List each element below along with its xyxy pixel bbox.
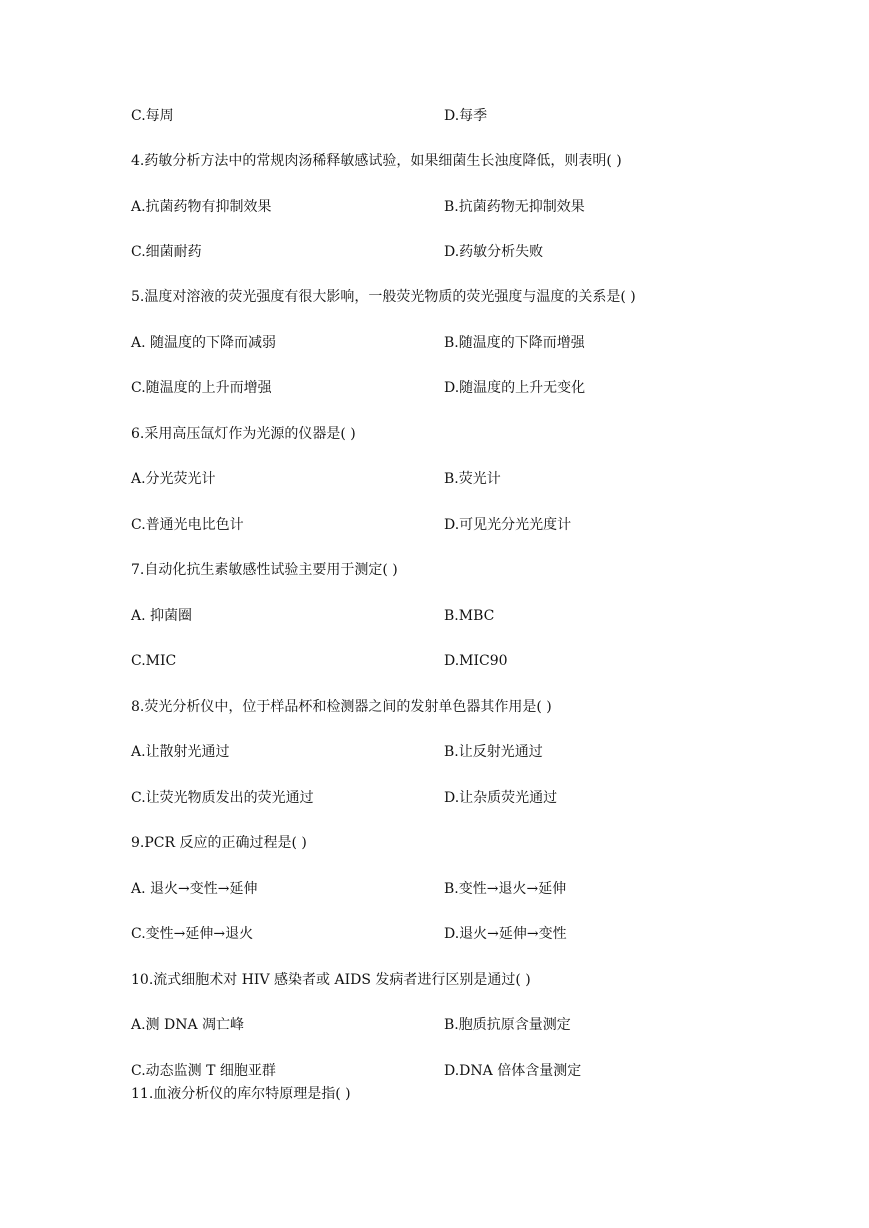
option-d[interactable]: D.MIC90 [444, 653, 508, 669]
option-b[interactable]: B.MBC [444, 608, 495, 624]
option-row [0, 607, 869, 625]
question-5-stem: 5.温度对溶液的荧光强度有很大影响，一般荧光物质的荧光强度与温度的关系是( ) [131, 289, 636, 305]
option-d[interactable]: D.退火→延伸→变性 [444, 926, 567, 942]
option-b[interactable]: B.变性→退火→延伸 [444, 881, 567, 897]
option-row [0, 198, 869, 216]
option-row [0, 243, 869, 261]
option-row [0, 880, 869, 898]
option-a[interactable]: A. 随温度的下降而减弱 [131, 335, 277, 351]
option-b[interactable]: B.随温度的下降而增强 [444, 335, 585, 351]
option-b[interactable]: B.让反射光通过 [444, 744, 543, 760]
option-d[interactable]: D.让杂质荧光通过 [444, 790, 558, 806]
option-a[interactable]: A. 退火→变性→延伸 [131, 881, 258, 897]
option-row [0, 743, 869, 761]
option-row [0, 652, 869, 670]
option-c[interactable]: C.MIC [131, 653, 177, 669]
question-10-stem: 10.流式细胞术对 HIV 感染者或 AIDS 发病者进行区别是通过( ) [131, 972, 531, 988]
option-d[interactable]: D.每季 [444, 108, 488, 124]
option-row [0, 470, 869, 488]
question-6-stem: 6.采用高压氙灯作为光源的仪器是( ) [131, 426, 356, 442]
option-c[interactable]: C.细菌耐药 [131, 244, 202, 260]
option-a[interactable]: A. 抑菌圈 [131, 608, 193, 624]
question-4-stem: 4.药敏分析方法中的常规肉汤稀释敏感试验，如果细菌生长浊度降低，则表明( ) [131, 153, 622, 169]
question-8-stem: 8.荧光分析仪中，位于样品杯和检测器之间的发射单色器其作用是( ) [131, 699, 552, 715]
option-row [0, 107, 869, 125]
option-c[interactable]: C.每周 [131, 108, 174, 124]
option-row [0, 789, 869, 807]
option-row [0, 379, 869, 397]
option-d[interactable]: D.DNA 倍体含量测定 [444, 1063, 582, 1079]
question-9-stem: 9.PCR 反应的正确过程是( ) [131, 835, 307, 851]
option-d[interactable]: D.可见光分光光度计 [444, 517, 572, 533]
option-c[interactable]: C.变性→延伸→退火 [131, 926, 254, 942]
option-b[interactable]: B.荧光计 [444, 471, 501, 487]
option-b[interactable]: B.胞质抗原含量测定 [444, 1017, 571, 1033]
option-d[interactable]: D.随温度的上升无变化 [444, 380, 586, 396]
option-b[interactable]: B.抗菌药物无抑制效果 [444, 199, 585, 215]
option-c[interactable]: C.动态监测 T 细胞亚群 [131, 1063, 276, 1079]
option-row [0, 1062, 869, 1080]
question-7-stem: 7.自动化抗生素敏感性试验主要用于测定( ) [131, 562, 398, 578]
option-a[interactable]: A.测 DNA 凋亡峰 [131, 1017, 245, 1033]
option-row [0, 334, 869, 352]
question-11-stem: 11.血液分析仪的库尔特原理是指( ) [131, 1086, 351, 1102]
option-a[interactable]: A.让散射光通过 [131, 744, 230, 760]
option-row [0, 516, 869, 534]
option-c[interactable]: C.普通光电比色计 [131, 517, 244, 533]
option-c[interactable]: C.随温度的上升而增强 [131, 380, 272, 396]
option-row [0, 925, 869, 943]
option-a[interactable]: A.分光荧光计 [131, 471, 216, 487]
option-d[interactable]: D.药敏分析失败 [444, 244, 544, 260]
option-c[interactable]: C.让荧光物质发出的荧光通过 [131, 790, 314, 806]
option-row [0, 1016, 869, 1034]
option-a[interactable]: A.抗菌药物有抑制效果 [131, 199, 272, 215]
